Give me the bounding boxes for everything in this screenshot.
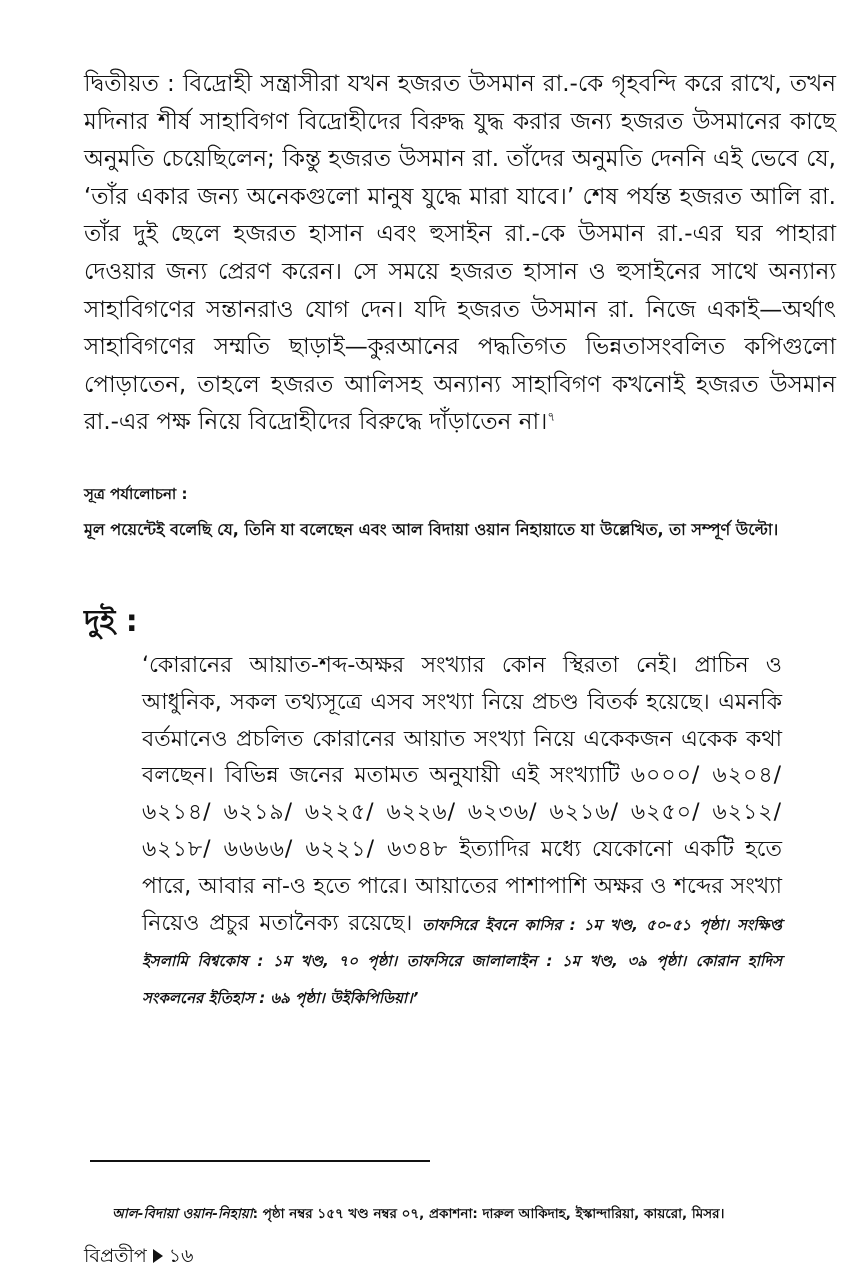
footnote-text: : পৃষ্ঠা নম্বর ১৫৭ খণ্ড নম্বর ০৭, প্রকাশনা: দারুল আকিদাহ, ইস্কান্দারিয়া, কায়রো, মিসর। bbox=[252, 1206, 725, 1222]
footnote-source-title: আল-বিদায়া ওয়ান-নিহায়া bbox=[112, 1206, 253, 1222]
quote-references: তাফসিরে ইবনে কাসির : ১ম খণ্ড, ৫০-৫১ পৃষ্ঠা। সংক্ষিপ্ত ইসলামি বিশ্বকোষ : ১ম খণ্ড, ৭০ পৃষ্ঠা। তাফসিরে জালালাইন : ১ম খণ্ড, ৩৯ পৃষ্ঠা। কোরান হাদিস সংকলনের ইতিহাস : ৬৯ পৃষ্ঠা। উইকিপিডিয়া।’ bbox=[142, 915, 782, 1008]
footnote bbox=[112, 1204, 832, 1224]
section-two-heading: দুই : bbox=[84, 604, 138, 639]
block-quote bbox=[142, 648, 782, 1016]
quote-end-text: ইত্যাদির মধ্যে যেকোনো একটি হতে পারে, আবার না-ও হতে পারে। আয়াতের পাশাপাশি অক্ষর ও শব্দের সংখ্যা নিয়েও প্রচুর মতানৈক্য রয়েছে। bbox=[142, 836, 782, 936]
paragraph-text: দ্বিতীয়ত : বিদ্রোহী সন্ত্রাসীরা যখন হজরত উসমান রা.-কে গৃহবন্দি করে রাখে, তখন মদিনার শীর্ষ সাহাবিগণ বিদ্রোহীদের বিরুদ্ধ যুদ্ধ করার জন্য হজরত উসমানের কাছে অনুমতি চেয়েছিলেন; কিন্তু হজরত উসমান রা. তাঁদের অনুমতি দেননি এই ভেবে যে, ‘তাঁর একার জন্য অনেকগুলো মানুষ যুদ্ধে মারা যাবে।’ শেষ পর্যন্ত হজরত আলি রা. তাঁর দুই ছেলে হজরত হাসান এবং হুসাইন রা.-কে উসমান রা.-এর ঘর পাহারা দেওয়ার জন্য প্রেরণ করেন। সে সময়ে হজরত হাসান ও হুসাইনের সাথে অন্যান্য সাহাবিগণের সন্তানরাও যোগ দেন। যদি হজরত উসমান রা. নিজে একাই—অর্থাৎ সাহাবিগণের সম্মতি ছাড়াই—কুরআনের পদ্ধতিগত ভিন্নতাসংবলিত কপিগুলো পোড়াতেন, তাহলে হজরত আলিসহ অন্যান্য সাহাবিগণ কখনোই হজরত উসমান রা.-এর পক্ষ নিয়ে বিদ্রোহীদের বিরুদ্ধে দাঁড়াতেন না। bbox=[84, 71, 836, 436]
triangle-right-icon bbox=[153, 1249, 163, 1263]
source-review-heading: সূত্র পর্যালোচনা : bbox=[84, 485, 188, 503]
page-footer bbox=[84, 1244, 193, 1268]
footnote-marker: ৭ bbox=[547, 409, 556, 424]
book-title: বিপ্রতীপ bbox=[84, 1245, 147, 1267]
page-number: ১৬ bbox=[168, 1245, 194, 1267]
verse-count-list: ৬০০০/ ৬২০৪/ ৬২১৪/ ৬২১৯/ ৬২২৫/ ৬২২৬/ ৬২৩৬/ ৬২১৬/ ৬২৫০/ ৬২১২/ ৬২১৮/ ৬৬৬৬/ ৬২২১/ ৬৩৪৮ bbox=[142, 763, 783, 862]
paragraph-second-point bbox=[84, 66, 836, 442]
source-review-body: মূল পয়েন্টেই বলেছি যে, তিনি যা বলেছেন এবং আল বিদায়া ওয়ান নিহায়াতে যা উল্লেখিত, তা সম্পূর্ণ উল্টো। bbox=[84, 520, 779, 539]
quote-text: ‘কোরানের আয়াত-শব্দ-অক্ষর সংখ্যার কোন স্থিরতা নেই। প্রাচিন ও আধুনিক, সকল তথ্যসূত্রে এসব সংখ্যা নিয়ে প্রচণ্ড বিতর্ক হয়েছে। এমনকি বর্তমানেও প্রচলিত কোরানের আয়াত সংখ্যা নিয়ে একেকজন একেক কথা বলছেন। বিভিন্ন জনের মতামত অনুযায়ী এই সংখ্যাটি bbox=[142, 653, 782, 789]
footnote-divider bbox=[90, 1160, 430, 1162]
